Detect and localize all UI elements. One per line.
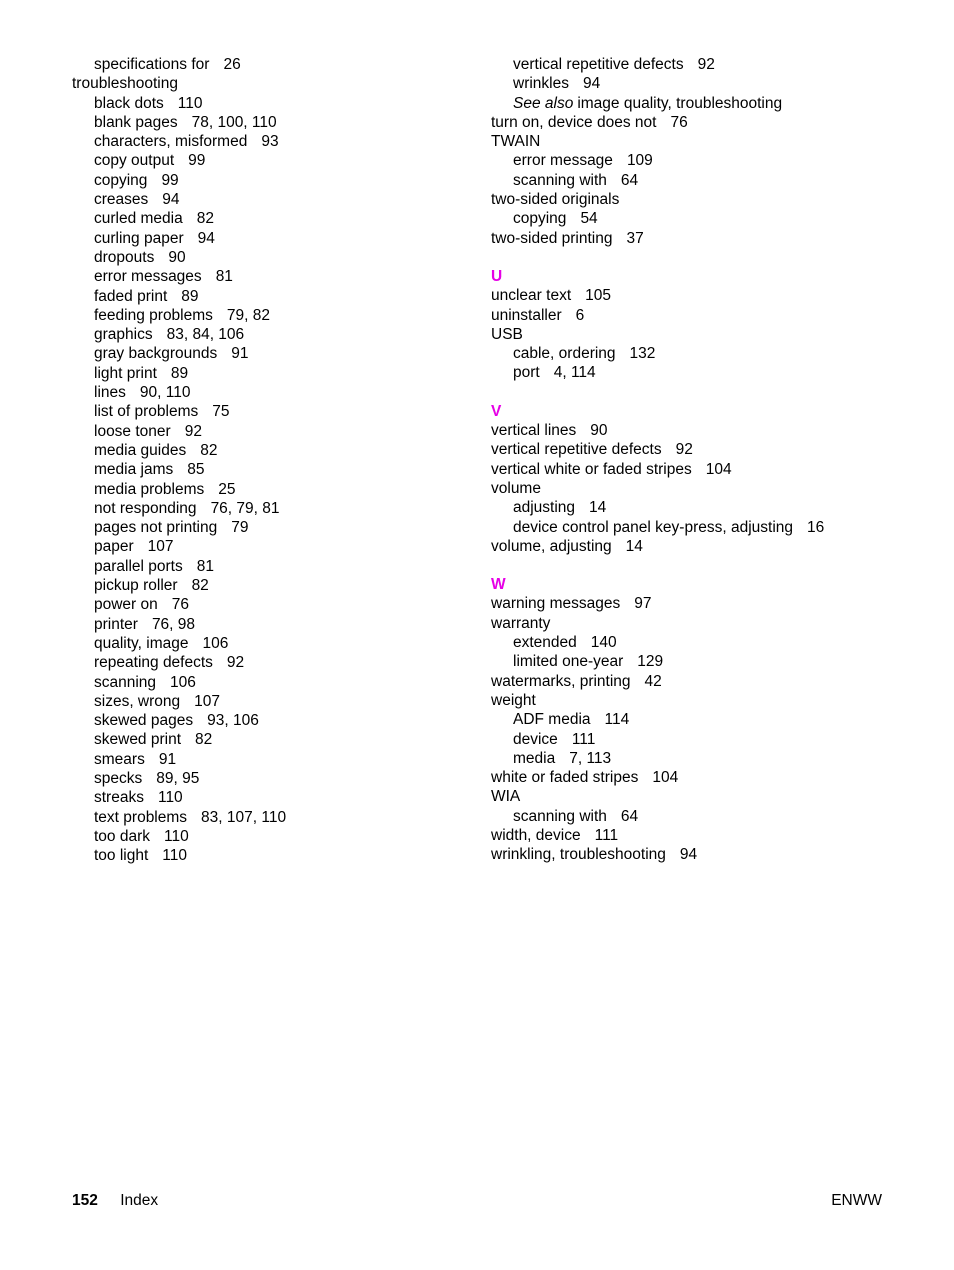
index-page-refs: 140 bbox=[590, 634, 617, 652]
index-subentry bbox=[491, 652, 911, 671]
index-page-refs: 14 bbox=[625, 537, 643, 555]
index-page-refs: 42 bbox=[644, 672, 662, 690]
index-term: faded print bbox=[94, 287, 168, 305]
index-term: media jams bbox=[94, 461, 174, 479]
index-letter-heading: W bbox=[491, 576, 506, 594]
index-entry bbox=[491, 614, 911, 633]
index-term: two-sided originals bbox=[491, 191, 620, 209]
index-term: vertical repetitive defects bbox=[513, 56, 684, 73]
index-page-refs: 110 bbox=[157, 789, 183, 807]
index-subentry bbox=[72, 827, 472, 846]
index-term: volume, adjusting bbox=[491, 537, 612, 555]
index-term: copying bbox=[513, 210, 567, 228]
index-entry bbox=[491, 440, 911, 459]
index-term: blank pages bbox=[94, 113, 178, 131]
index-page-refs: 82 bbox=[200, 441, 218, 459]
index-entry bbox=[491, 479, 911, 498]
index-term: graphics bbox=[94, 326, 153, 344]
index-page-refs: 94 bbox=[679, 846, 698, 864]
index-subentry bbox=[72, 750, 472, 769]
index-page-refs: 76 bbox=[670, 113, 688, 131]
index-entry bbox=[491, 594, 911, 613]
index-page-refs: 90 bbox=[168, 248, 186, 266]
index-term: streaks bbox=[94, 789, 144, 807]
index-subentry bbox=[72, 788, 472, 807]
index-subentry bbox=[72, 422, 472, 441]
index-page-refs: 79 bbox=[231, 519, 249, 537]
index-page-refs: 94 bbox=[197, 229, 215, 247]
index-subentry bbox=[72, 730, 472, 749]
page-number: 152 bbox=[72, 1192, 98, 1209]
index-subentry bbox=[491, 151, 911, 170]
index-term: vertical lines bbox=[491, 422, 577, 440]
index-page-refs: 92 bbox=[697, 56, 715, 73]
index-term: scanning with bbox=[513, 807, 607, 825]
index-page-refs: 110 bbox=[162, 847, 188, 865]
index-page-refs: 129 bbox=[637, 653, 664, 671]
index-page-refs: 106 bbox=[170, 673, 196, 691]
index-term: error messages bbox=[94, 268, 202, 286]
index-subentry bbox=[72, 441, 472, 460]
index-subentry bbox=[72, 480, 472, 499]
index-page-refs: 64 bbox=[620, 171, 639, 189]
index-term: WIA bbox=[491, 788, 521, 806]
index-page-refs: 99 bbox=[161, 171, 179, 189]
index-subentry bbox=[72, 595, 472, 614]
index-column-left bbox=[72, 55, 472, 865]
index-subentry bbox=[72, 499, 472, 518]
index-subentry bbox=[72, 402, 472, 421]
index-term: parallel ports bbox=[94, 557, 183, 575]
index-page-refs: 82 bbox=[196, 210, 214, 228]
index-subentry bbox=[491, 94, 911, 113]
index-term: ADF media bbox=[513, 711, 591, 729]
index-subentry bbox=[72, 537, 472, 556]
index-term: uninstaller bbox=[491, 306, 562, 324]
index-subentry bbox=[72, 673, 472, 692]
index-page-refs: 90, 110 bbox=[139, 384, 191, 402]
index-term: curling paper bbox=[94, 229, 184, 247]
index-term: text problems bbox=[94, 808, 188, 826]
index-subentry bbox=[491, 74, 911, 93]
index-term: warning messages bbox=[491, 595, 621, 613]
index-page-refs: 89 bbox=[170, 364, 189, 382]
index-term: quality, image bbox=[94, 634, 189, 652]
index-term: unclear text bbox=[491, 287, 572, 305]
index-page-refs: 104 bbox=[705, 460, 732, 478]
index-page-refs: 14 bbox=[589, 499, 607, 517]
index-term: media problems bbox=[94, 480, 205, 498]
index-page-refs: 92 bbox=[675, 441, 693, 459]
index-page-refs: 110 bbox=[177, 94, 203, 112]
index-subentry bbox=[72, 151, 472, 170]
index-entry bbox=[491, 190, 911, 209]
index-subentry bbox=[72, 94, 472, 113]
index-term: volume bbox=[491, 479, 541, 497]
index-term: device control panel key-press, adjusting bbox=[513, 518, 794, 536]
index-letter-heading: U bbox=[491, 267, 503, 285]
index-term: width, device bbox=[491, 826, 581, 844]
index-page-refs: 76 bbox=[171, 596, 190, 614]
index-term: USB bbox=[491, 325, 523, 343]
index-page-refs: 81 bbox=[196, 557, 214, 575]
index-subentry bbox=[491, 344, 911, 363]
index-subentry bbox=[72, 209, 472, 228]
index-term: characters, misformed bbox=[94, 133, 248, 151]
index-term: weight bbox=[491, 691, 536, 709]
index-term: extended bbox=[513, 634, 577, 652]
index-subentry bbox=[72, 325, 472, 344]
index-page-refs: 75 bbox=[212, 403, 230, 421]
index-page-refs: 106 bbox=[202, 634, 229, 652]
index-page-refs: 25 bbox=[218, 480, 236, 498]
index-term: not responding bbox=[94, 499, 197, 517]
index-page-refs: 7, 113 bbox=[569, 749, 612, 767]
index-term: too light bbox=[94, 847, 149, 865]
index-subentry bbox=[72, 383, 472, 402]
index-page-refs: 111 bbox=[594, 826, 619, 844]
index-subentry bbox=[72, 287, 472, 306]
index-term: pages not printing bbox=[94, 519, 218, 537]
index-entry bbox=[491, 691, 911, 710]
index-page-refs: 85 bbox=[187, 461, 205, 479]
index-term: two-sided printing bbox=[491, 229, 613, 247]
index-page-refs: 78, 100, 110 bbox=[191, 113, 277, 131]
index-term: scanning bbox=[94, 673, 157, 691]
index-page-refs: 76, 98 bbox=[151, 615, 196, 633]
index-page-refs: 93 bbox=[261, 133, 279, 151]
index-page-refs: 83, 84, 106 bbox=[166, 326, 245, 344]
index-page-refs: 64 bbox=[620, 807, 639, 825]
index-entry bbox=[491, 768, 911, 787]
index-subentry bbox=[72, 557, 472, 576]
index-page-refs: 89, 95 bbox=[156, 769, 200, 787]
index-term: power on bbox=[94, 596, 158, 614]
index-term: device bbox=[513, 730, 558, 748]
index-page-refs: 107 bbox=[194, 692, 221, 710]
index-subentry bbox=[72, 55, 472, 74]
index-term: media bbox=[513, 749, 556, 767]
index-term: specifications for bbox=[94, 56, 210, 73]
index-entry bbox=[491, 460, 911, 479]
index-page-refs: 99 bbox=[188, 152, 206, 170]
index-subentry bbox=[72, 460, 472, 479]
index-page-refs: 82 bbox=[191, 577, 209, 595]
index-page-refs: 114 bbox=[604, 711, 630, 729]
index-term: scanning with bbox=[513, 171, 607, 189]
index-page-refs: 26 bbox=[223, 56, 241, 73]
index-page-refs: 94 bbox=[162, 191, 180, 209]
index-entry bbox=[491, 325, 911, 344]
index-subentry bbox=[72, 808, 472, 827]
index-page-refs: 92 bbox=[184, 422, 202, 440]
index-entry bbox=[491, 229, 911, 248]
index-page-refs: 6 bbox=[575, 306, 585, 324]
index-term: too dark bbox=[94, 827, 151, 845]
index-term: black dots bbox=[94, 94, 164, 112]
index-page-refs: 92 bbox=[226, 654, 245, 672]
index-subentry bbox=[72, 653, 472, 672]
index-term: adjusting bbox=[513, 499, 576, 517]
index-entry bbox=[491, 286, 911, 305]
footer-right-label: ENWW bbox=[831, 1192, 882, 1209]
index-page-refs: 111 bbox=[571, 730, 596, 748]
index-entry bbox=[491, 132, 911, 151]
index-term: limited one-year bbox=[513, 653, 624, 671]
index-entry bbox=[491, 113, 911, 132]
index-page-refs: 81 bbox=[215, 268, 233, 286]
index-page-refs: 132 bbox=[629, 345, 656, 363]
section-name: Index bbox=[120, 1192, 159, 1209]
index-page-refs: 16 bbox=[807, 518, 825, 536]
index-subentry bbox=[72, 132, 472, 151]
index-entry bbox=[491, 826, 911, 845]
index-subentry bbox=[72, 190, 472, 209]
index-term: media guides bbox=[94, 441, 187, 459]
index-entry bbox=[491, 306, 911, 325]
index-subentry bbox=[491, 730, 911, 749]
index-subentry bbox=[491, 749, 911, 768]
index-page-refs: 79, 82 bbox=[226, 306, 271, 324]
index-term: TWAIN bbox=[491, 133, 541, 151]
index-page-refs: 107 bbox=[147, 538, 174, 556]
index-page-refs: 91 bbox=[158, 750, 177, 768]
index-term: creases bbox=[94, 191, 149, 209]
index-subentry bbox=[491, 518, 911, 537]
index-entry bbox=[72, 74, 472, 93]
index-term: sizes, wrong bbox=[94, 692, 181, 710]
index-letter-heading: V bbox=[491, 402, 502, 420]
index-subentry bbox=[72, 615, 472, 634]
index-subentry bbox=[72, 113, 472, 132]
index-term: error message bbox=[513, 152, 613, 170]
index-term: cable, ordering bbox=[513, 345, 616, 363]
index-subentry bbox=[72, 344, 472, 363]
index-subentry bbox=[72, 229, 472, 248]
index-subentry bbox=[491, 363, 911, 382]
index-term: feeding problems bbox=[94, 306, 213, 324]
index-subentry bbox=[491, 633, 911, 652]
index-subentry bbox=[72, 171, 472, 190]
index-page-refs: 83, 107, 110 bbox=[201, 808, 287, 826]
index-term: troubleshooting bbox=[72, 75, 178, 93]
index-subentry bbox=[72, 692, 472, 711]
index-term: lines bbox=[94, 384, 126, 402]
index-term: vertical repetitive defects bbox=[491, 441, 662, 459]
index-subentry bbox=[491, 55, 911, 74]
page-footer bbox=[72, 1191, 882, 1211]
index-page-refs: 37 bbox=[626, 229, 644, 247]
index-term: list of problems bbox=[94, 403, 199, 421]
index-term: skewed pages bbox=[94, 712, 194, 730]
index-subentry bbox=[72, 518, 472, 537]
index-subentry bbox=[491, 171, 911, 190]
index-subentry bbox=[72, 248, 472, 267]
index-page-refs: 93, 106 bbox=[207, 712, 259, 730]
index-page-refs: 54 bbox=[580, 210, 598, 228]
index-subentry bbox=[72, 364, 472, 383]
index-term: wrinkling, troubleshooting bbox=[491, 846, 666, 864]
index-subentry bbox=[491, 209, 911, 228]
index-term: printer bbox=[94, 615, 138, 633]
index-subentry bbox=[491, 498, 911, 517]
index-term: loose toner bbox=[94, 422, 171, 440]
index-subentry bbox=[491, 710, 911, 729]
index-column-right bbox=[491, 55, 911, 865]
index-page-refs: 91 bbox=[231, 345, 249, 363]
index-term: image quality, troubleshooting bbox=[577, 94, 783, 112]
index-page-refs: 82 bbox=[195, 731, 213, 749]
index-page-refs: 110 bbox=[164, 827, 189, 845]
index-term: specks bbox=[94, 769, 143, 787]
index-page-refs: 76, 79, 81 bbox=[210, 499, 280, 517]
index-subentry bbox=[72, 769, 472, 788]
index-page-refs: 109 bbox=[626, 152, 653, 170]
index-term: vertical white or faded stripes bbox=[491, 460, 692, 478]
index-term: smears bbox=[94, 750, 145, 768]
index-page-refs: 94 bbox=[582, 75, 601, 93]
index-term: repeating defects bbox=[94, 654, 213, 672]
index-term: wrinkles bbox=[513, 75, 569, 93]
index-page-refs: 4, 114 bbox=[553, 364, 596, 382]
index-term: light print bbox=[94, 364, 157, 382]
index-entry bbox=[491, 787, 911, 806]
index-subentry bbox=[491, 807, 911, 826]
index-term: pickup roller bbox=[94, 577, 178, 595]
index-entry bbox=[491, 537, 911, 556]
see-also-label: See also bbox=[513, 94, 574, 112]
index-term: warranty bbox=[491, 614, 551, 632]
index-term: gray backgrounds bbox=[94, 345, 218, 363]
index-term: copy output bbox=[94, 152, 175, 170]
index-term: copying bbox=[94, 171, 148, 189]
index-term: turn on, device does not bbox=[491, 113, 657, 131]
index-term: dropouts bbox=[94, 248, 155, 266]
index-subentry bbox=[72, 576, 472, 595]
index-entry bbox=[491, 845, 911, 864]
index-subentry bbox=[72, 711, 472, 730]
index-term: port bbox=[513, 364, 540, 382]
index-subentry bbox=[72, 267, 472, 286]
index-subentry bbox=[72, 846, 472, 865]
index-page-refs: 89 bbox=[181, 287, 199, 305]
index-entry bbox=[491, 672, 911, 691]
index-subentry bbox=[72, 634, 472, 653]
index-entry bbox=[491, 421, 911, 440]
index-page-refs: 105 bbox=[585, 287, 612, 305]
index-term: curled media bbox=[94, 210, 183, 228]
index-page-refs: 97 bbox=[634, 595, 652, 613]
index-page-refs: 90 bbox=[590, 422, 608, 440]
index-term: white or faded stripes bbox=[491, 769, 639, 787]
index-term: skewed print bbox=[94, 731, 182, 749]
index-page-refs: 104 bbox=[652, 769, 679, 787]
index-term: paper bbox=[94, 538, 134, 556]
index-subentry bbox=[72, 306, 472, 325]
index-term: watermarks, printing bbox=[491, 672, 631, 690]
